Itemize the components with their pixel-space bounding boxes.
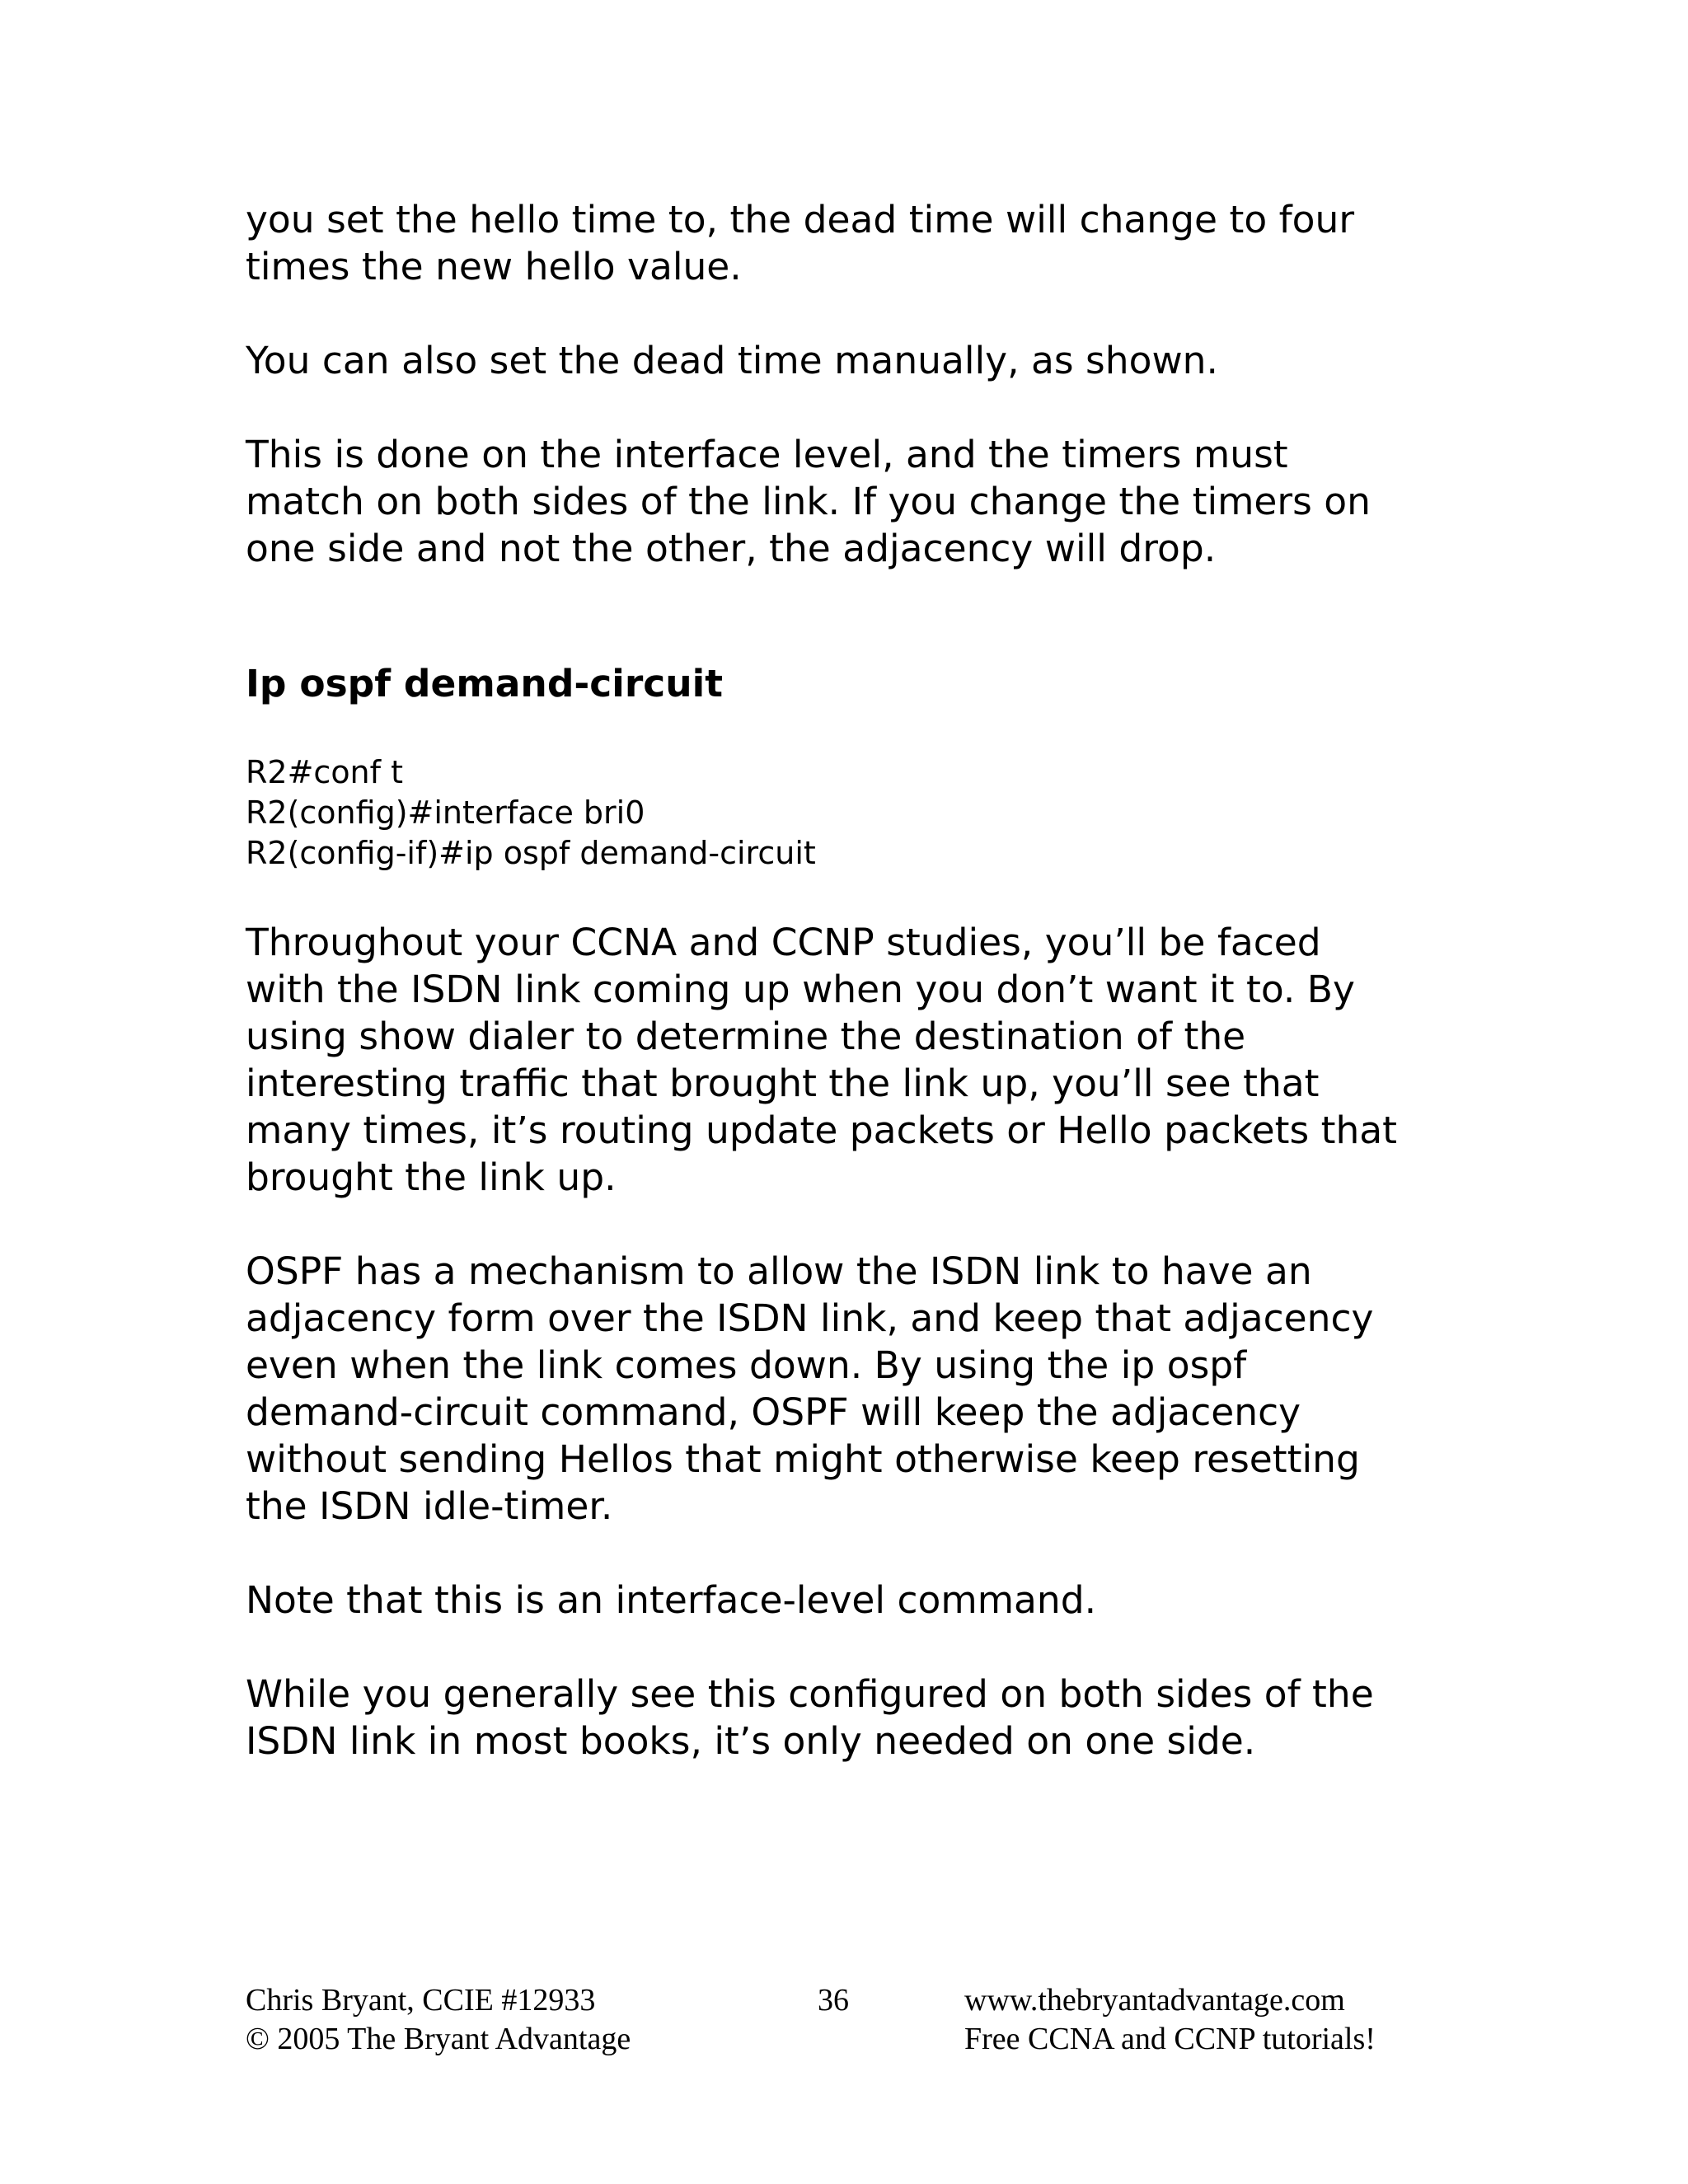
config-code-block <box>246 752 1482 874</box>
code-line: R2(config)#interface bri0 <box>246 794 645 831</box>
paragraph-interface-level-timers: This is done on the interface level, and the timers must match on both sides of the link. If you change the timers on one side and not the other, the adjacency will drop. <box>246 433 1371 570</box>
code-line: R2(config-if)#ip ospf demand-circuit <box>246 835 816 871</box>
footer-right <box>964 1981 1376 2059</box>
paragraph-ospf-mechanism: OSPF has a mechanism to allow the ISDN link to have an adjacency form over the ISDN link, and keep that adjacency even when the link comes down. By using the ip ospf demand-circuit command, OSPF will keep the adjacency without sending Hellos that might otherwise keep resetting the ISDN idle-timer. <box>246 1249 1374 1528</box>
paragraph-one-side-only: While you generally see this configured on both sides of the ISDN link in most books, it’s only needed on one side. <box>246 1672 1374 1763</box>
paragraph-dead-time-manual: You can also set the dead time manually, as shown. <box>246 339 1218 382</box>
page-number: 36 <box>818 1983 849 2018</box>
footer-tagline: Free CCNA and CCNP tutorials! <box>964 2022 1376 2056</box>
page-body <box>246 196 1482 1811</box>
footer-author: Chris Bryant, CCIE #12933 <box>246 1983 596 2018</box>
footer-left <box>246 1981 631 2059</box>
paragraph-interface-level-note: Note that this is an interface-level command. <box>246 1578 1097 1622</box>
footer-copyright: © 2005 The Bryant Advantage <box>246 2022 631 2056</box>
paragraph-isdn-link-up: Throughout your CCNA and CCNP studies, you’ll be faced with the ISDN link coming up when you don’t want it to. By using show dialer to determine the destination of the interesting traffic that brought the link up, you’ll see that many times, it’s routing update packets or Hello packets that brought the link up. <box>246 921 1398 1199</box>
code-line: R2#conf t <box>246 754 404 790</box>
footer-website: www.thebryantadvantage.com <box>964 1983 1345 2018</box>
section-heading: Ip ospf demand-circuit <box>246 662 723 705</box>
paragraph-hello-dead-time: you set the hello time to, the dead time will change to four times the new hello value. <box>246 198 1355 288</box>
footer-center <box>818 1981 849 2020</box>
